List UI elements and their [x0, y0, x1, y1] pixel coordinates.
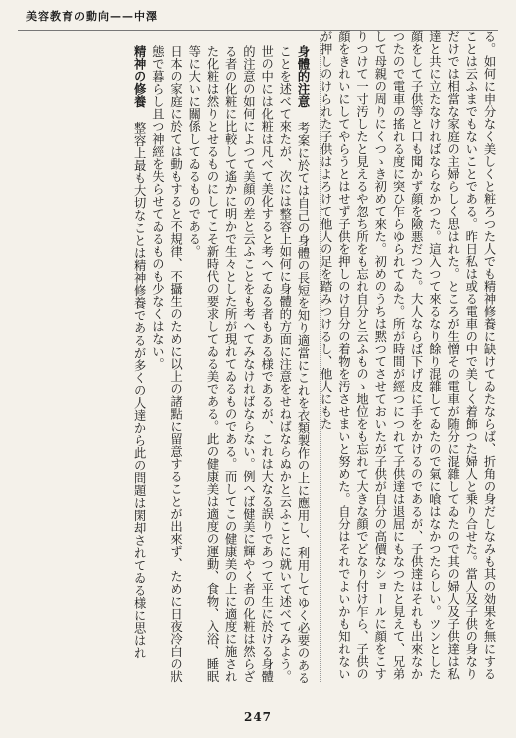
- page-header: [0, 8, 516, 26]
- section-heading: 精神の修養: [132, 44, 148, 108]
- running-head: 美容教育の動向——中澤: [26, 10, 158, 23]
- paragraph: [130, 45, 148, 690]
- text-columns: [18, 30, 498, 690]
- page-number: 247: [243, 710, 273, 724]
- paragraph: 日本の家庭に於ては動もすると不規律、不攝生のために以上の諸點に留意することが出來ず、ために日夜冷白の狀態で暮らし且つ神經を失らせてゐるものも少なくはない。: [150, 44, 183, 683]
- right-column: [318, 30, 498, 690]
- paragraph-text: 考案に於ては自己の身體の長短を知り適當にこれを衣類製作の上に應用し、利用してゆく必要のあることを述べて來たが、次には整容上如何に身體的方面に注意をせねばならぬかと云ふことに就いて述べてみよう。: [277, 44, 310, 684]
- column-divider: [320, 38, 321, 682]
- paragraph: [276, 45, 312, 690]
- paragraph-text: 整容上最も大切なことは精神修養であるが多くの人達から此の問題は閑却されてゐる様に思はれ: [132, 121, 147, 659]
- paragraph: る。如何に申分なく美しくと粧ろつた人でも精神修養に缺けてゐたならば、折角の身だしなみも其の効果を無にすることは云ふまでもないことである。昨日私は或る電車の中で美しく着飾つた婦人と乗り合せた。當人及子供の身なりだけでは相當な家庭の主婦らしく思はれた。ところが生憎その電車が随分に混雜してゐたので其の婦人及子供達は私達と共に立たなければならなかつた。這入つて來るなり餘り混雜してゐたので氣に喰はなかつたらしい。ツンとした顔をして子供等と口も聞かず顔を險悪だつた。大人ならば下げ皮に手をかけるのであるが、子供達はそれも出來なかつたので電車の搖れる度に突ひ乍らゆられてゐた。所が時間が經つにつれて子供達は退屈にもなつたと見えて、兄弟して母親の周りにくつゝき初めて來た。初めのうちは黙つてさせておいたが子供が自分の高價なショールに顔をこすりつけて一寸汚したと見えるや忽ち所をも忘れ自分と云ふものゝ地位をも忘れて大きな顔でどなり付け乍ら、子供の顔をきれいにしてやらうとはせず子供を押しのけ自分の着物を汚させまいと努めた。自分はそれでよいかも知れないが押しのけられた子供はよろけて他人の足を踏みつけるし、他人にもた: [318, 30, 496, 680]
- left-column: [18, 30, 312, 690]
- section-heading: 身體的注意: [296, 44, 311, 108]
- paragraph: 世の中には化粧は凡べて美化すると考へてゐる者もある様であるが、これは大なる誤りであつて平生に於ける身體的注意の如何によつて美顔の差と云ふことをも考へてみなければならない。例へば健美に輝やく者の化粧は然らざる者の化粧に比較して遙かに明かで生々とした所が現れてゐるものである。而してこの健康美の上に適度に施された化粧は然りとせるものにしてこそ新時代の要求してゐる美である。此の健康美は適度の運動、食物、入浴、睡眠等に大いに關係してゐるものである。: [186, 44, 274, 683]
